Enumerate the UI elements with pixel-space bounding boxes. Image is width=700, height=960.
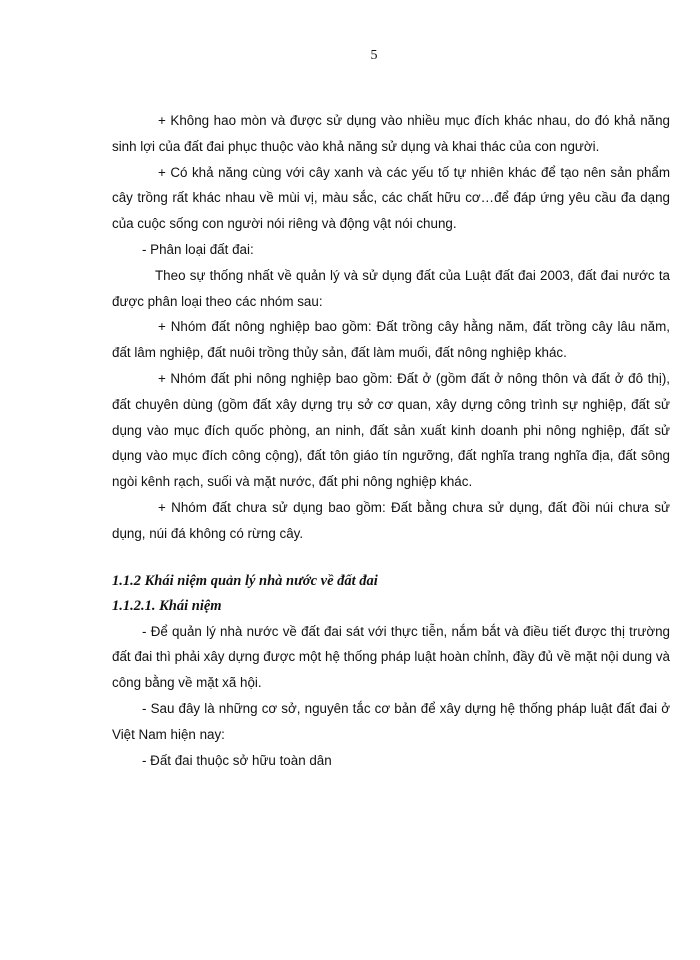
paragraph-nhom-chua-su-dung: + Nhóm đất chưa sử dụng bao gồm: Đất bằng chưa sử dụng, đất đồi núi chưa sử dụng, núi đá không có rừng cây. (112, 499, 670, 541)
paragraph-quan-ly: - Để quản lý nhà nước về đất đai sát với thực tiễn, nắm bắt và điều tiết được thị trường đất đai thì phải xây dựng được một hệ thống pháp luật hoàn chỉnh, đầy đủ về mặt nội dung và công bằng về mặt xã hội. (112, 623, 670, 691)
paragraph-so-huu-toan-dan: - Đất đai thuộc sở hữu toàn dân (142, 752, 332, 768)
document-body (112, 108, 670, 773)
paragraph-nhom-phi-nong-nghiep: + Nhóm đất phi nông nghiệp bao gồm: Đất ở (gồm đất ở nông thôn và đất ở đô thị), đất chuyên dùng (gồm đất xây dựng trụ sở cơ quan, xây dựng công trình sự nghiệp, đất sử dụng vào mục đích quốc phòng, an ninh, đất sản xuất kinh doanh phi nông nghiệp, đất sử dụng vào mục đích công cộng), đất tôn giáo tín ngưỡng, đất nghĩa trang nghĩa địa, đất sông ngòi kênh rạch, suối và mặt nước, đất phi nông nghiệp khác. (112, 370, 670, 490)
subsection-heading: 1.1.2.1. Khái niệm (112, 597, 222, 614)
paragraph-kha-nang-cay-xanh: + Có khả năng cùng với cây xanh và các yếu tố tự nhiên khác để tạo nên sản phẩm cây trồng rất khác nhau về mùi vị, màu sắc, các chất hữu cơ…để đáp ứng yêu cầu đa dạng của cuộc sống con người nói riêng và động vật nói chung. (112, 164, 670, 232)
paragraph-theo-luat: Theo sự thống nhất về quản lý và sử dụng đất của Luật đất đai 2003, đất đai nước ta được phân loại theo các nhóm sau: (112, 267, 670, 309)
page-number: 5 (370, 48, 378, 63)
paragraph-co-so-nguyen-tac: - Sau đây là những cơ sở, nguyên tắc cơ bản để xây dựng hệ thống pháp luật đất đai ở Việt Nam hiện nay: (112, 700, 670, 742)
paragraph-nhom-nong-nghiep: + Nhóm đất nông nghiệp bao gồm: Đất trồng cây hằng năm, đất trồng cây lâu năm, đất lâm nghiệp, đất nuôi trồng thủy sản, đất làm muối, đất nông nghiệp khác. (112, 319, 670, 361)
section-heading: 1.1.2 Khái niệm quản lý nhà nước về đất đai (112, 572, 378, 589)
paragraph-phan-loai: - Phân loại đất đai: (142, 241, 254, 257)
paragraph-khong-hao-mon: + Không hao mòn và được sử dụng vào nhiều mục đích khác nhau, do đó khả năng sinh lợi của đất đai phục thuộc vào khả năng sử dụng và khai thác của con người. (112, 113, 670, 154)
